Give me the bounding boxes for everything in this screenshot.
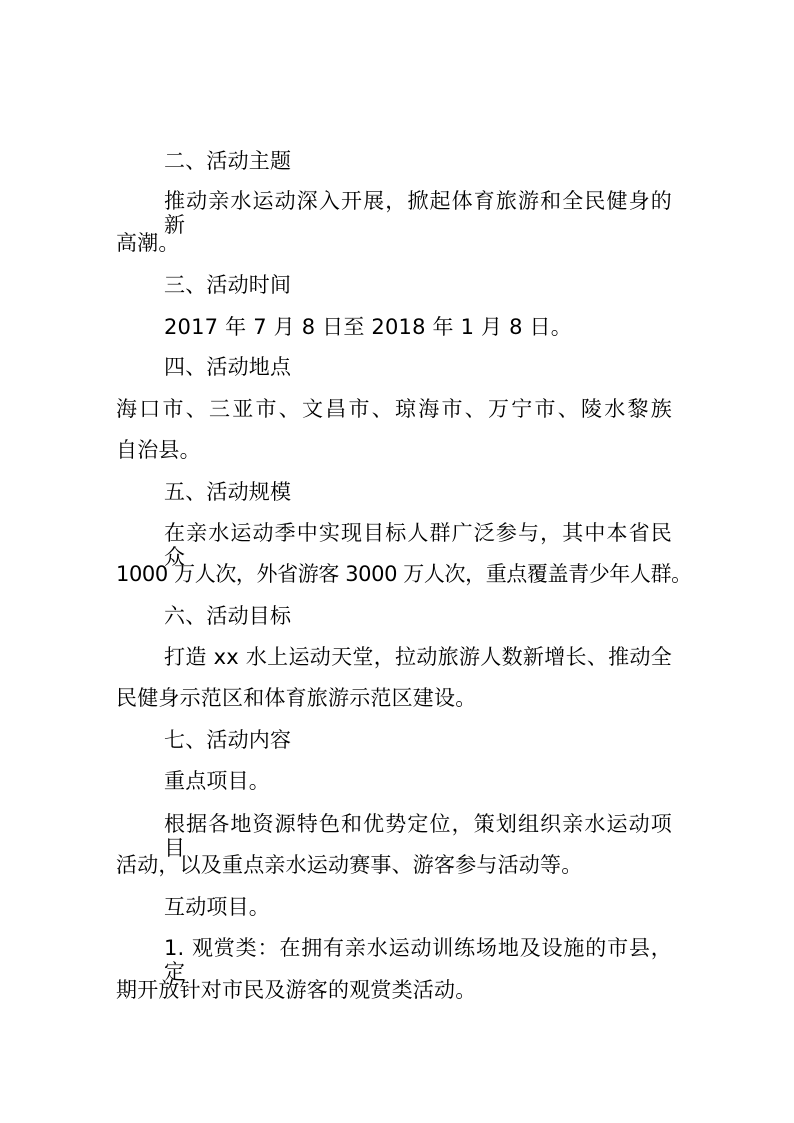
paragraph-line: 1. 观赏类：在拥有亲水运动训练场地及设施的市县，定	[164, 936, 672, 984]
paragraph-line: 海口市、三亚市、文昌市、琼海市、万宁市、陵水黎族	[116, 397, 672, 421]
paragraph-line: 期开放针对市民及游客的观赏类活动。	[116, 978, 477, 1002]
section-heading-theme: 二、活动主题	[164, 149, 292, 173]
paragraph-line: 推动亲水运动深入开展，掀起体育旅游和全民健身的新	[164, 189, 672, 237]
paragraph-line: 1000 万人次，外省游客 3000 万人次，重点覆盖青少年人群。	[116, 562, 692, 586]
section-heading-time: 三、活动时间	[164, 273, 292, 297]
subheading-key-projects: 重点项目。	[164, 769, 270, 793]
section-heading-scale: 五、活动规模	[164, 480, 292, 504]
paragraph-line: 民健身示范区和体育旅游示范区建设。	[116, 686, 477, 710]
section-heading-content: 七、活动内容	[164, 728, 292, 752]
paragraph-line: 活动，以及重点亲水运动赛事、游客参与活动等。	[116, 853, 583, 877]
section-heading-goal: 六、活动目标	[164, 604, 292, 628]
paragraph-line: 2017 年 7 月 8 日至 2018 年 1 月 8 日。	[164, 315, 572, 339]
paragraph-line: 打造 xx 水上运动天堂，拉动旅游人数新增长、推动全	[164, 645, 672, 669]
paragraph-line: 自治县。	[116, 438, 201, 462]
section-heading-place: 四、活动地点	[164, 355, 292, 379]
paragraph-line: 根据各地资源特色和优势定位，策划组织亲水运动项目	[164, 812, 672, 860]
paragraph-line: 高潮。	[116, 231, 180, 255]
subheading-interactive-projects: 互动项目。	[164, 895, 270, 919]
paragraph-line: 在亲水运动季中实现目标人群广泛参与，其中本省民众	[164, 521, 672, 569]
